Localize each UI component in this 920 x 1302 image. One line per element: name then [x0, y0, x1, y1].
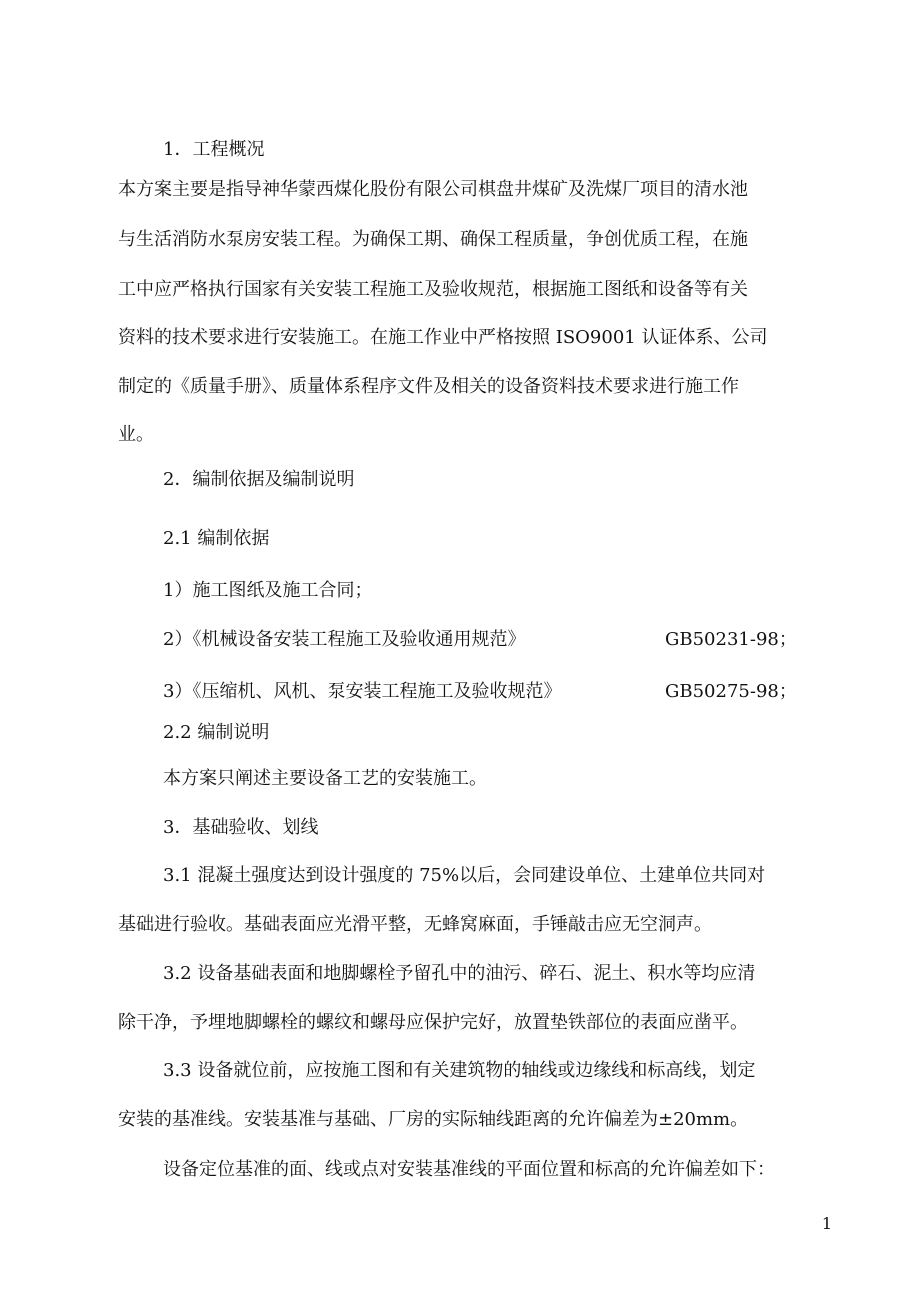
section-3-3-line: 3.3 设备就位前，应按施工图和有关建筑物的轴线或边缘线和标高线，划定 [163, 1060, 756, 1081]
section-1-heading: 1．工程概况 [163, 139, 265, 160]
section-1-line: 资料的技术要求进行安装施工。在施工作业中严格按照 ISO9001 认证体系、公司 [118, 327, 768, 348]
section-3-1-line: 3.1 混凝土强度达到设计强度的 75%以后，会同建设单位、土建单位共同对 [163, 865, 766, 886]
basis-item-1: 1）施工图纸及施工合同； [163, 580, 373, 601]
section-2-2-text: 本方案只阐述主要设备工艺的安装施工。 [163, 768, 487, 789]
basis-item-3-code: GB50275-98； [665, 681, 797, 702]
section-3-2-line: 除干净，予埋地脚螺栓的螺纹和螺母应保护完好，放置垫铁部位的表面应凿平。 [118, 1012, 748, 1033]
section-2-1-heading: 2.1 编制依据 [163, 528, 270, 549]
positioning-text: 设备定位基准的面、线或点对安装基准线的平面位置和标高的允许偏差如下： [163, 1159, 775, 1180]
basis-item-3-title: 3）《压缩机、风机、泵安装工程施工及验收规范》 [163, 681, 562, 702]
section-3-2-line: 3.2 设备基础表面和地脚螺栓予留孔中的油污、碎石、泥土、积水等均应清 [163, 963, 756, 984]
section-1-line: 业。 [118, 424, 154, 445]
page-number: 1 [821, 1214, 832, 1233]
section-2-2-heading: 2.2 编制说明 [163, 722, 270, 743]
basis-item-2-title: 2）《机械设备安装工程施工及验收通用规范》 [163, 629, 526, 650]
section-3-3-line: 安装的基准线。安装基准与基础、厂房的实际轴线距离的允许偏差为±20mm。 [118, 1109, 749, 1130]
section-3-1-line: 基础进行验收。基础表面应光滑平整，无蜂窝麻面，手锤敲击应无空洞声。 [118, 914, 712, 935]
basis-item-3 [163, 680, 803, 704]
basis-item-2-code: GB50231-98； [665, 629, 797, 650]
section-1-line: 制定的《质量手册》、质量体系程序文件及相关的设备资料技术要求进行施工作 [118, 376, 739, 397]
section-1-line: 与生活消防水泵房安装工程。为确保工期、确保工程质量，争创优质工程，在施 [118, 229, 748, 250]
basis-item-2 [163, 628, 803, 652]
section-3-heading: 3．基础验收、划线 [163, 817, 319, 838]
section-1-line: 工中应严格执行国家有关安装工程施工及验收规范，根据施工图纸和设备等有关 [118, 279, 748, 300]
section-1-line: 本方案主要是指导神华蒙西煤化股份有限公司棋盘井煤矿及洗煤厂项目的清水池 [118, 179, 748, 200]
section-2-heading: 2．编制依据及编制说明 [163, 469, 355, 490]
